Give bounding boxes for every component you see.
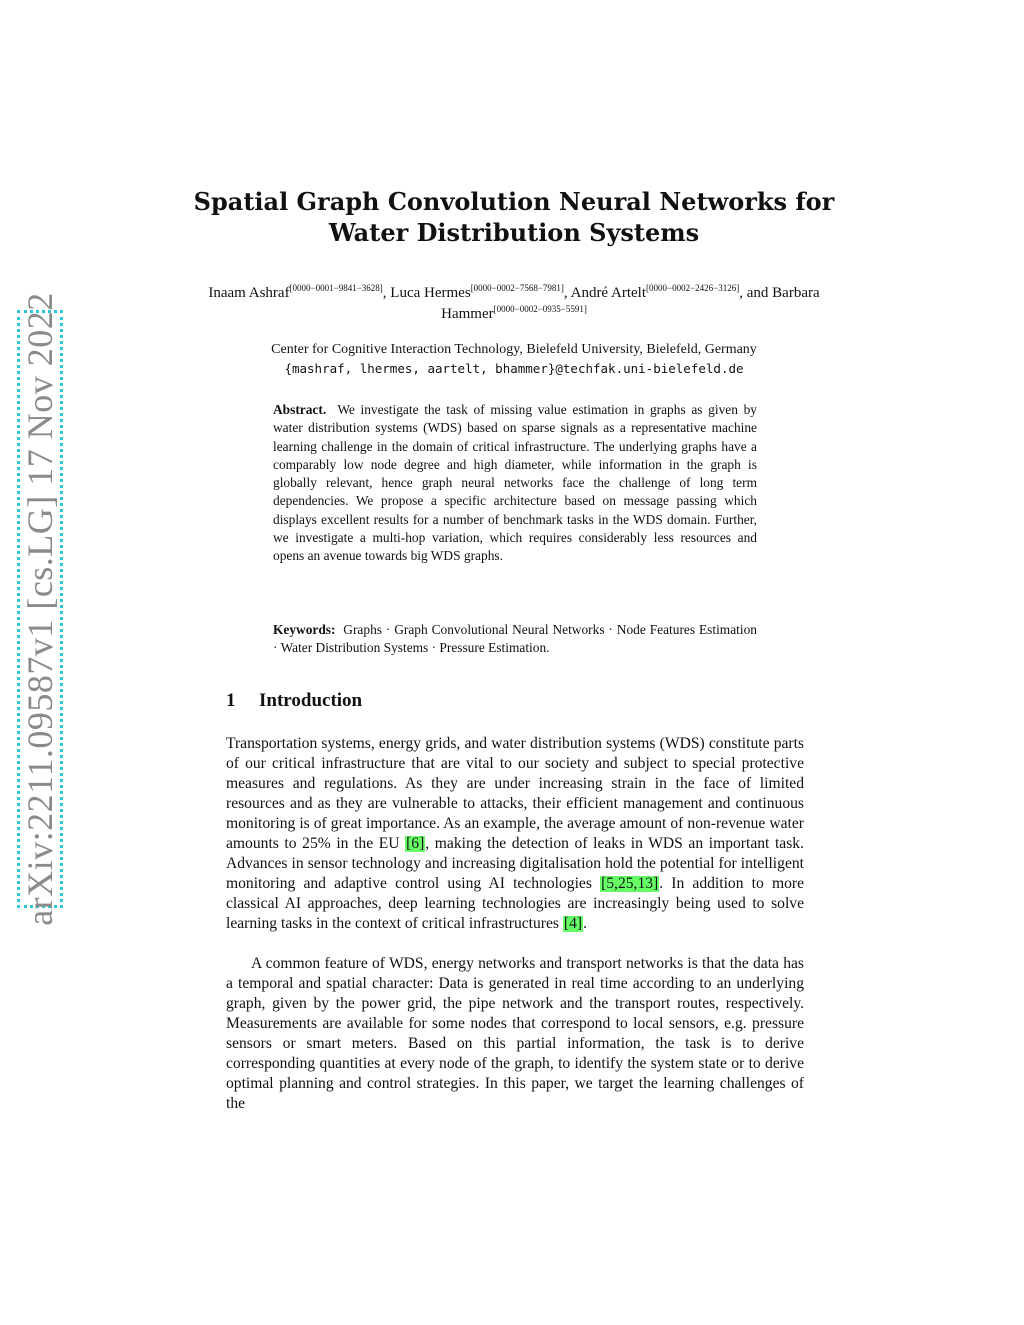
keywords: [273, 621, 757, 658]
author-name: Inaam Ashraf: [208, 285, 290, 301]
author-name: André Artelt: [570, 285, 647, 301]
citation-link[interactable]: [5,25,13]: [601, 875, 659, 892]
abstract-label: Abstract.: [273, 402, 327, 417]
intro-paragraph-2: A common feature of WDS, energy networks and transport networks is that the data has a temporal and spatial character: Data is generated in real time according to an underlying graph, given by the power grid, the pipe network and the transport routes, respectively. Measurements are available for some nodes that correspond to local sensors, e.g. pressure sensors or smart meters. Based on this partial information, the task is to derive corresponding quantities at every node of the graph, to identify the system state or to derive optimal planning and control strategies. In this paper, we target the learning challenges of the: [226, 955, 804, 1112]
author-orcid[interactable]: [0000−0002−2426−3126]: [646, 283, 740, 293]
section-title: Introduction: [259, 690, 363, 711]
title-line-2: Water Distribution Systems: [328, 218, 700, 247]
author-orcid[interactable]: [0000−0002−0935−5591]: [493, 304, 587, 314]
arxiv-stamp[interactable]: [17, 292, 63, 926]
paper-title: [180, 186, 848, 248]
author-orcid[interactable]: [0000−0002−7568−7981]: [470, 283, 564, 293]
paragraph-text: . In addition to more classical AI approaches, deep learning technologies are increasingly being used to solve learning tasks in the context of critical infrastructures: [226, 875, 804, 932]
author-separator: ,: [563, 285, 571, 301]
paragraph-text: .: [583, 915, 587, 932]
author-name: Barbara Hammer: [441, 285, 820, 322]
author-name: Luca Hermes: [390, 285, 471, 301]
affiliation: Center for Cognitive Interaction Technology, Bielefeld University, Bielefeld, Germany: [271, 342, 757, 357]
affiliation-block: [200, 340, 828, 378]
author-orcid[interactable]: [0000−0001−9841−3628]: [289, 283, 383, 293]
abstract: [273, 401, 757, 566]
intro-paragraph-1: [226, 734, 804, 934]
section-number: 1: [226, 690, 236, 711]
citation-link[interactable]: [6]: [406, 835, 425, 852]
section-heading: [226, 690, 362, 712]
arxiv-id: arXiv:2211.09587v1 [cs.LG] 17 Nov 2022: [20, 292, 60, 926]
author-separator: ,: [382, 285, 391, 301]
title-line-1: Spatial Graph Convolution Neural Networks for: [193, 187, 835, 216]
keywords-label: Keywords:: [273, 622, 336, 637]
paragraph-text: , making the detection of leaks in WDS an important task. Advances in sensor technology and increasing digitalisation hold the potential for intelligent monitoring and adaptive control using AI technologies: [226, 835, 804, 892]
abstract-text: We investigate the task of missing value estimation in graphs as given by water distribution systems (WDS) based on sparse signals as a representative machine learning challenge in the domain of critical infrastructure. The underlying graphs have a comparably low node degree and high diameter, while information in the graph is globally relevant, hence graph neural networks face the challenge of long term dependencies. We propose a specific architecture based on message passing which displays excellent results for a number of benchmark tasks in the WDS domain. Further, we investigate a multi-hop variation, which requires considerably less resources and opens an avenue towards big WDS graphs.: [273, 402, 757, 564]
author-emails[interactable]: {mashraf, lhermes, aartelt, bhammer}@techfak.uni-bielefeld.de: [284, 361, 744, 376]
citation-link[interactable]: [4]: [563, 915, 583, 932]
keywords-text: Graphs · Graph Convolutional Neural Networks · Node Features Estimation · Water Distribution Systems · Pressure Estimation.: [273, 622, 757, 656]
author-list: [200, 283, 828, 325]
author-separator: , and: [739, 285, 773, 301]
paragraph-text: Transportation systems, energy grids, and water distribution systems (WDS) constitute parts of our critical infrastructure that are vital to our society and subject to special protective measures and regulations. As they are under increasing strain in the face of limited resources and as they are vulnerable to attacks, their efficient management and continuous monitoring is of great importance. As an example, the average amount of non-revenue water amounts to 25% in the EU: [226, 735, 804, 852]
